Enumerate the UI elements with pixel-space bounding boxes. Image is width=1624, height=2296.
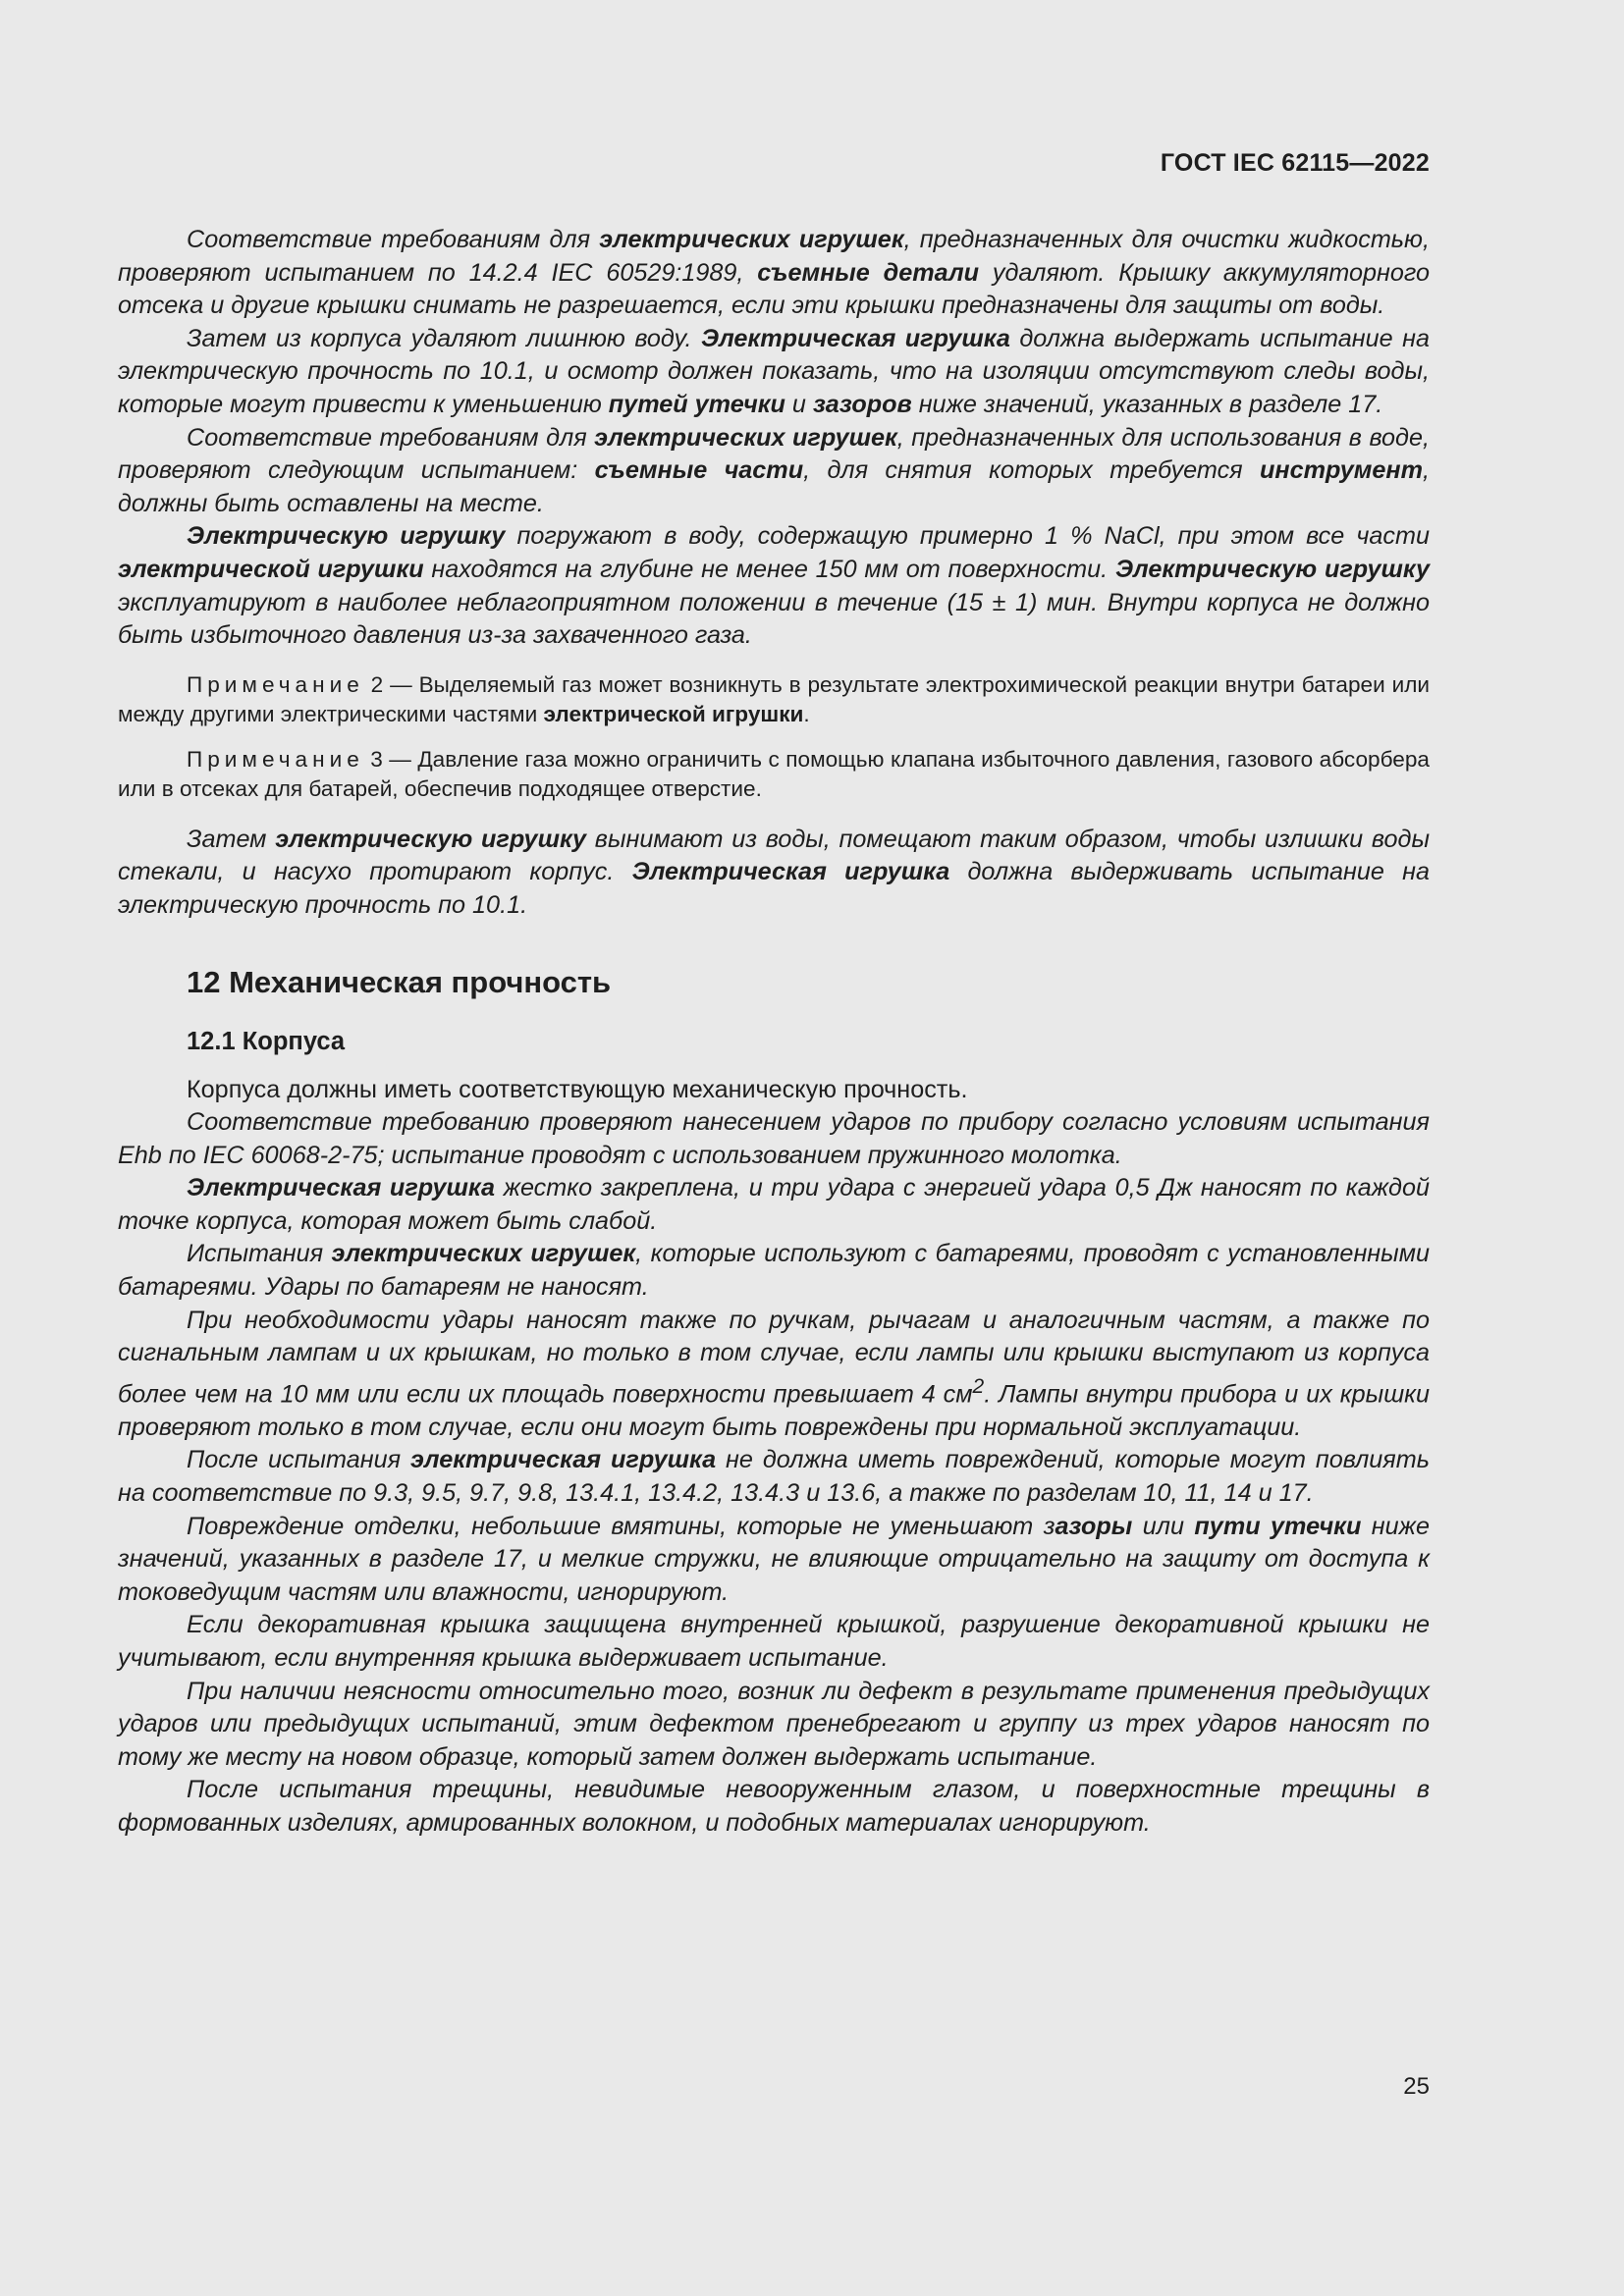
paragraph: После испытания электрическая игрушка не должна иметь повреждений, которые могут повлиять на соответствие по 9.3, 9.5, 9.7, 9.8, 13.4.1, 13.4.2, 13.4.3 и 13.6, а также по разделам 10, 11, 14 и 17.: [118, 1446, 1430, 1508]
term: Электрическая игрушка: [700, 324, 1010, 352]
document-body: [118, 224, 1430, 1841]
paragraph: После испытания трещины, невидимые невооруженным глазом, и поверхностные трещины в формованных изделиях, армированных волокном, и подобных материалах игнорируют.: [118, 1776, 1430, 1837]
term: электрических игрушек: [331, 1240, 636, 1268]
term: электрическая игрушка: [410, 1446, 717, 1474]
paragraph: Электрическую игрушку погружают в воду, содержащую примерно 1 % NaCl, при этом все части электрической игрушки находятся на глубине не менее 150 мм от поверхности. Электрическую игрушку эксплуатируют в наиболее неблагоприятном положении в течение (15 ± 1) мин. Внутри корпуса не должно быть избыточного давления из-за захваченного газа.: [118, 522, 1430, 650]
note-2: Примечание 2 — Выделяемый газ может возникнуть в результате электрохимической реакции внутри батареи или между другими электрическими частями электрической игрушки.: [118, 671, 1430, 726]
section-heading: 12 Механическая прочность: [187, 964, 612, 999]
paragraph: Если декоративная крышка защищена внутренней крышкой, разрушение декоративной крышки не учитывают, если внутренняя крышка выдерживает испытание.: [118, 1611, 1430, 1672]
term: Электрическая игрушка: [631, 858, 950, 886]
term: электрической игрушки: [543, 701, 804, 726]
page-number: 25: [1403, 2073, 1430, 2100]
paragraph: Соответствие требованиям для электрических игрушек, предназначенных для использования в воде, проверяют следующим испытанием: съемные части, для снятия которых требуется инструмент, должны быть оставлены на месте.: [118, 423, 1431, 517]
note-label: Примечание: [187, 746, 364, 772]
paragraph: Испытания электрических игрушек, которые используют с батареями, проводят с установленными батареями. Удары по батареям не наносят.: [118, 1240, 1430, 1302]
term: съемные части: [594, 456, 804, 485]
paragraph: Затем из корпуса удаляют лишнюю воду. Электрическая игрушка должна выдержать испытание на электрическую прочность по 10.1, и осмотр должен показать, что на изоляции отсутствуют следы воды, которые могут привести к уменьшению путей утечки и зазоров ниже значений, указанных в разделе 17.: [118, 324, 1430, 418]
term: Электрическая игрушка: [187, 1174, 495, 1202]
paragraph: Электрическая игрушка жестко закреплена, и три удара с энергией удара 0,5 Дж наносят по каждой точке корпуса, которая может быть слабой.: [118, 1174, 1430, 1235]
term: электрических игрушек: [599, 226, 904, 253]
paragraph: Затем электрическую игрушку вынимают из воды, помещают таким образом, чтобы излишки воды стекали, и насухо протирают корпус. Электрическая игрушка должна выдерживать испытание на электрическую прочность по 10.1.: [118, 825, 1430, 919]
term: электрическую игрушку: [275, 825, 587, 853]
paragraph: При необходимости удары наносят также по ручкам, рычагам и аналогичным частям, а также по сигнальным лампам и их крышкам, но только в том случае, если лампы или крышки выступают из корпуса более чем на 10 мм или если их площадь поверхности превышает 4 $см^2$. Лампы внутри прибора и их крышки проверяют только в том случае, если они могут быть повреждены при нормальной эксплуатации.: [118, 1306, 1430, 1441]
paragraph: Повреждение отделки, небольшие вмятины, которые не уменьшают зазоры или пути утечки ниже значений, указанных в разделе 17, и мелкие стружки, не влияющие отрицательно на защиту от доступа к токоведущим частям или влажности, игнорируют.: [118, 1512, 1431, 1606]
term: азоры: [1055, 1512, 1133, 1540]
paragraph: При наличии неясности относительно того, возник ли дефект в результате применения предыдущих ударов или предыдущих испытаний, этим дефектом пренебрегают и группу из трех ударов наносят по тому же месту на новом образце, который затем должен выдержать испытание.: [118, 1677, 1430, 1771]
term: электрической игрушки: [118, 555, 424, 583]
note-3: Примечание 3 — Давление газа можно ограничить с помощью клапана избыточного давления, газового абсорбера или в отсеках для батарей, обеспечив подходящее отверстие.: [118, 746, 1430, 801]
paragraph: Соответствие требованию проверяют нанесением ударов по прибору согласно условиям испытания Ehb по IEC 60068-2-75; испытание проводят с использованием пружинного молотка.: [118, 1108, 1430, 1169]
term: инструмент: [1260, 456, 1424, 485]
subsection-heading: 12.1 Корпуса: [187, 1027, 346, 1055]
term: пути утечки: [1194, 1512, 1362, 1540]
document-header: ГОСТ IEC 62115—2022: [1160, 149, 1430, 177]
term: электрических игрушек: [594, 423, 897, 452]
term: зазоров: [812, 390, 912, 418]
term: Электрическую игрушку: [187, 522, 506, 551]
term: Электрическую игрушку: [1114, 555, 1430, 583]
superscript: 2: [972, 1374, 985, 1398]
paragraph: Корпуса должны иметь соответствующую механическую прочность.: [187, 1075, 968, 1103]
term: путей утечки: [608, 390, 785, 418]
note-label: Примечание: [187, 671, 364, 697]
paragraph: Соответствие требованиям для электрических игрушек, предназначенных для очистки жидкостью, проверяют испытанием по 14.2.4 IEC 60529:1989, съемные детали удаляют. Крышку аккумуляторного отсека и другие крышки снимать не разрешается, если эти крышки предназначены для защиты от воды.: [118, 226, 1430, 320]
term: съемные детали: [757, 258, 980, 287]
